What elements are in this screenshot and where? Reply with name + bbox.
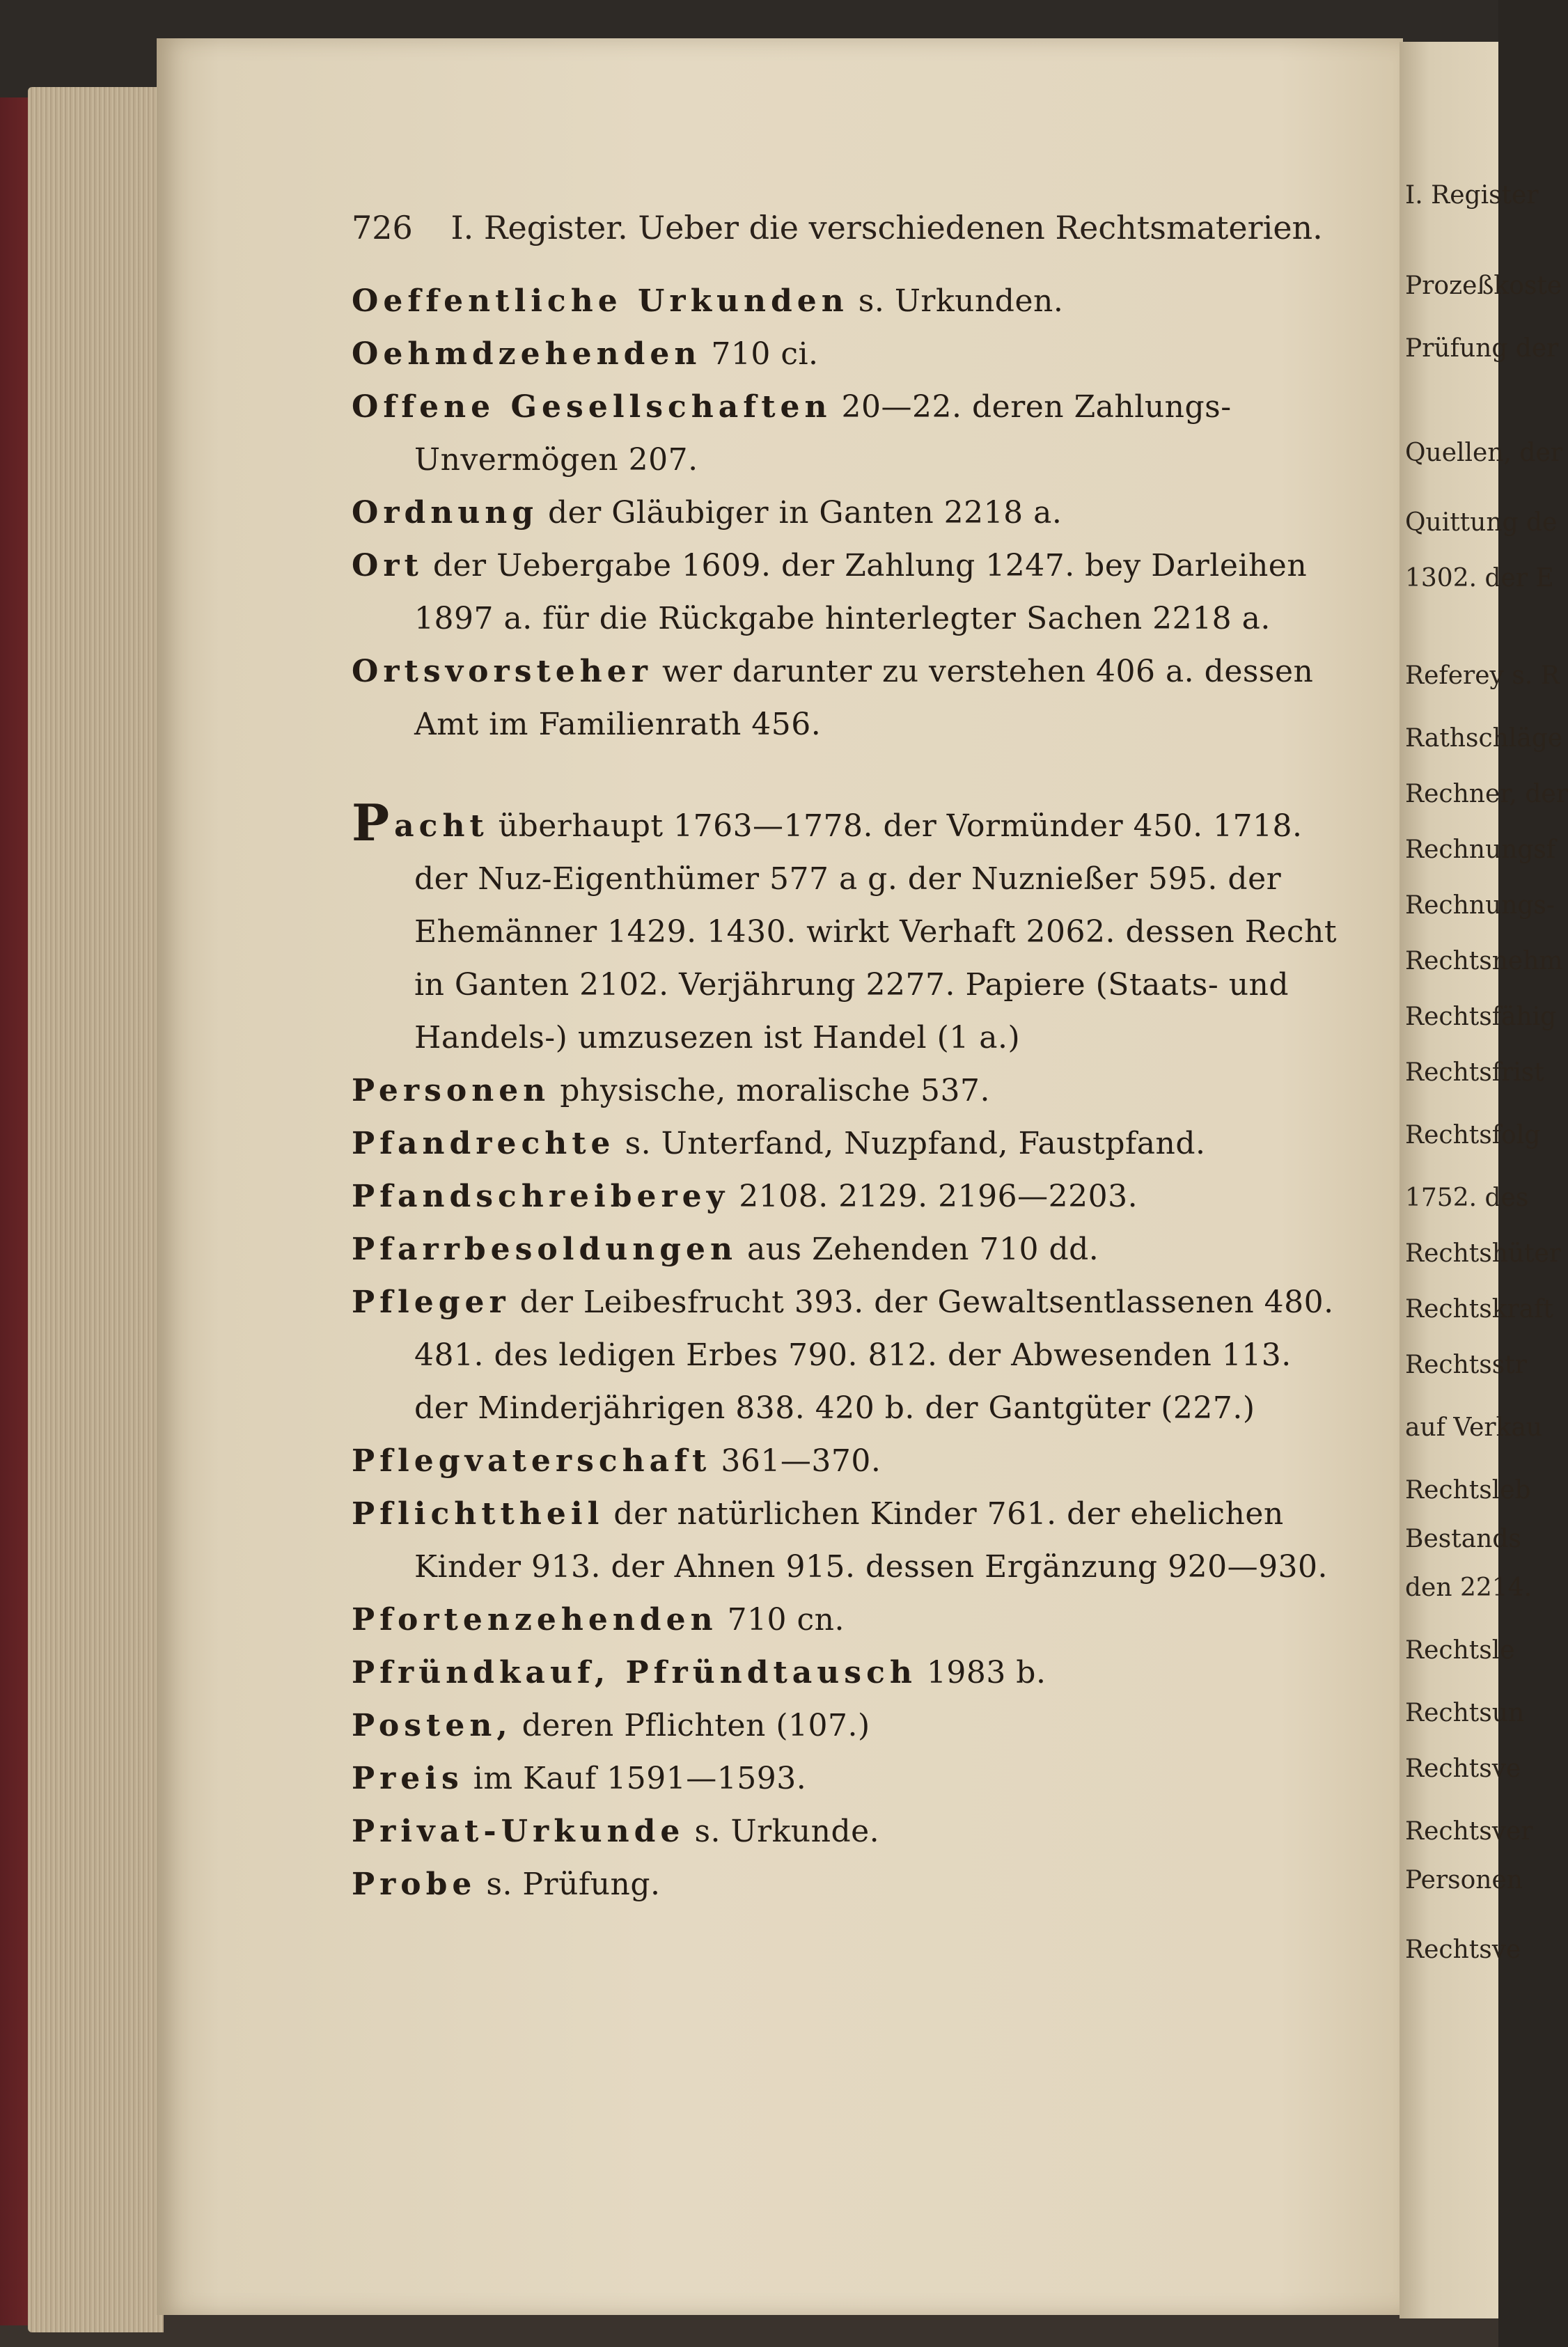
- register-entry: [352, 1700, 1340, 1752]
- entry-head: Pfründkauf, Pfründtausch: [352, 1655, 917, 1690]
- entry-head: acht: [394, 808, 489, 844]
- entry-head: Oeffentliche Urkunden: [352, 283, 849, 319]
- register-entry: [352, 1594, 1340, 1647]
- page-block-edges: [28, 87, 164, 2332]
- entry-text: physische, moralische 537.: [560, 1073, 990, 1108]
- register-entry: [352, 1435, 1340, 1488]
- entry-text: der Gläubiger in Ganten 2218 a.: [548, 495, 1063, 531]
- register-entry: [352, 275, 1340, 328]
- running-header: [352, 209, 1326, 246]
- entry-text: s. Urkunde.: [694, 1814, 880, 1849]
- entry-text: 361—370.: [721, 1443, 881, 1479]
- register-entry: [352, 328, 1340, 381]
- facing-page-line: Rechtsfähig: [1405, 1003, 1557, 1031]
- entry-text: s. Urkunden.: [858, 283, 1064, 319]
- facing-page-line: Rechtshüter: [1405, 1239, 1562, 1268]
- entry-head: Posten,: [352, 1708, 512, 1743]
- entry-text: der Uebergabe 1609. der Zahlung 1247. bey Darleihen 1897 a. für die Rückgabe hinterlegter Sachen 2218 a.: [414, 548, 1308, 636]
- facing-page-fragment: [1400, 42, 1568, 2318]
- facing-page-line: Personen: [1405, 1866, 1523, 1894]
- register-entry: [352, 645, 1340, 751]
- facing-page-line: Rechtsve: [1405, 1936, 1521, 1964]
- entry-text: überhaupt 1763—1778. der Vormünder 450. 1718. der Nuz-Eigenthümer 577 a g. der Nuznießer 595. der Ehemänner 1429. 1430. wirkt Verhaft 2062. dessen Recht in Ganten 2102. Verjährung 2277. Papiere (Staats- und Handels-) umzusezen ist Handel (1 a.): [414, 808, 1338, 1055]
- page-number: 726: [352, 209, 413, 246]
- entry-head: Ordnung: [352, 495, 539, 531]
- entry-head: Offene Gesellschaften: [352, 389, 832, 425]
- entry-head: Pfandrechte: [352, 1126, 616, 1161]
- entry-text: 710 ci.: [711, 336, 819, 372]
- register-entry: [352, 1117, 1340, 1170]
- register-entry: [352, 540, 1340, 645]
- entry-head: Personen: [352, 1073, 551, 1108]
- facing-page-line: Rechtsstr: [1405, 1351, 1527, 1379]
- register-entry: [352, 1858, 1340, 1911]
- entry-text: s. Unterfand, Nuzpfand, Faustpfand.: [625, 1126, 1206, 1161]
- entries-group-p: [352, 1065, 1340, 1911]
- facing-page-line: Rechtsle: [1405, 1636, 1515, 1665]
- register-entry: [352, 1276, 1340, 1435]
- drop-initial: P: [352, 793, 395, 852]
- facing-page-line: Prozeßkoste: [1405, 272, 1562, 300]
- entry-text: 20—22. deren Zahlungs-Unvermögen 207.: [414, 389, 1232, 478]
- facing-page-line: auf Verkau: [1405, 1413, 1543, 1442]
- entry-head: Privat-Urkunde: [352, 1814, 685, 1849]
- entry-head: Oehmdzehenden: [352, 336, 702, 372]
- entry-text: 1983 b.: [926, 1655, 1046, 1690]
- facing-page-line: I. Register: [1405, 181, 1539, 210]
- entry-text: der natürlichen Kinder 761. der ehelichen Kinder 913. der Ahnen 915. dessen Ergänzung 920—930.: [414, 1496, 1328, 1585]
- register-entry: [352, 1170, 1340, 1223]
- facing-page-line: Rechtsnehm: [1405, 947, 1563, 975]
- facing-page-line: Rechtsleb: [1405, 1476, 1531, 1505]
- entry-text: wer darunter zu verstehen 406 a. dessen Amt im Familienrath 456.: [414, 654, 1314, 742]
- entry-head: Pfandschreiberey: [352, 1179, 730, 1214]
- entry-head: Pflegvaterschaft: [352, 1443, 712, 1479]
- facing-page-line: Referey s. R: [1405, 661, 1560, 690]
- register-entry: [352, 1805, 1340, 1858]
- register-entry: [352, 487, 1340, 540]
- facing-page-line: den 2214.: [1405, 1573, 1532, 1602]
- entries-group-o: [352, 275, 1340, 751]
- facing-page-line: Rechtskraft: [1405, 1295, 1553, 1324]
- entry-text: 2108. 2129. 2196—2203.: [739, 1179, 1138, 1214]
- facing-page-line: Rechtsfolg: [1405, 1121, 1541, 1149]
- register-entry: [352, 1065, 1340, 1117]
- facing-page-line: Rechnungs-: [1405, 891, 1555, 920]
- facing-page-line: Rechtsun: [1405, 1699, 1525, 1727]
- entry-text: 710 cn.: [727, 1602, 845, 1638]
- entry-text: im Kauf 1591—1593.: [473, 1761, 807, 1796]
- entry-head: Preis: [352, 1761, 464, 1796]
- register-entry: [352, 1223, 1340, 1276]
- facing-page-line: Rechtsve: [1405, 1755, 1521, 1783]
- register-entries: [352, 275, 1340, 1911]
- facing-page-line: Quittung de: [1405, 508, 1558, 537]
- header-title: I. Register. Ueber die verschiedenen Rechtsmaterien.: [450, 209, 1323, 246]
- facing-page-line: 1302. der E: [1405, 564, 1554, 592]
- entry-head: Probe: [352, 1867, 477, 1902]
- entry-head: Pfleger: [352, 1285, 510, 1320]
- register-entry: [352, 1752, 1340, 1805]
- entry-head: Ort: [352, 548, 423, 583]
- entry-text: aus Zehenden 710 dd.: [746, 1232, 1099, 1267]
- facing-page-line: Rechnungsf: [1405, 835, 1556, 864]
- entry-head: Pflichttheil: [352, 1496, 604, 1532]
- entry-head: Pfarrbesoldungen: [352, 1232, 737, 1267]
- entry-text: der Leibesfrucht 393. der Gewaltsentlassenen 480. 481. des ledigen Erbes 790. 812. der Abwesenden 113. der Minderjährigen 838. 420 b. der Gantgüter (227.): [414, 1285, 1334, 1426]
- entry-head: Ortsvorsteher: [352, 654, 652, 689]
- facing-page-line: Prüfung der: [1405, 334, 1559, 363]
- facing-page-line: Rechner, der: [1405, 780, 1568, 808]
- facing-page-line: 1752. des: [1405, 1184, 1529, 1212]
- facing-page-line: Bestands: [1405, 1525, 1521, 1553]
- entry-text: s. Prüfung.: [486, 1867, 661, 1902]
- section-gap: [352, 751, 1340, 800]
- entry-text: deren Pflichten (107.): [522, 1708, 870, 1743]
- register-entry: [352, 1647, 1340, 1700]
- facing-page-line: Rechtsver: [1405, 1817, 1533, 1846]
- facing-page-line: Quellen, der: [1405, 439, 1562, 467]
- entry-head: Pfortenzehenden: [352, 1602, 718, 1638]
- facing-page-line: Rechtsfrist: [1405, 1058, 1544, 1087]
- register-entry: [352, 1488, 1340, 1594]
- register-entry: [352, 381, 1340, 487]
- entry-pacht: [352, 793, 1340, 1065]
- facing-page-line: Rathschläge: [1405, 724, 1563, 753]
